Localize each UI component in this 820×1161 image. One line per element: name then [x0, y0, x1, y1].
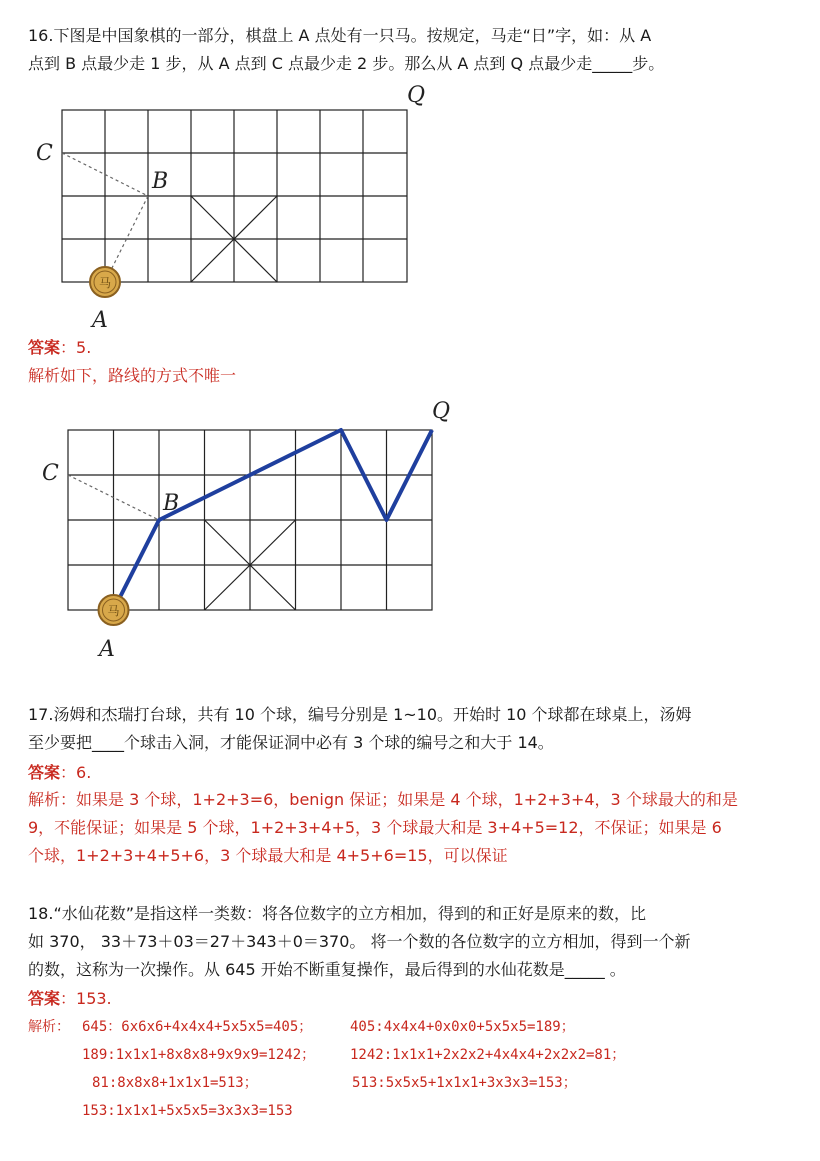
label-q-2: Q [432, 399, 451, 424]
q17-text-line1: 17.汤姆和杰瑞打台球，共有 10 个球，编号分别是 1~10。开始时 10 个球都在球桌上，汤姆 [28, 705, 692, 724]
q17-explanation-3: 个球，1+2+3+4+5+6，3 个球最大和是 4+5+6=15，可以保证 [28, 846, 508, 865]
board-diagram-1 [0, 80, 440, 340]
board-grid [62, 110, 407, 282]
q16-text-line2: 点到 B 点最少走 1 步，从 A 点到 C 点最少走 2 步。那么从 A 点到 Q 点最少走_____步。 [28, 54, 665, 73]
label-b-2: B [163, 491, 180, 516]
q18-step-2: 405:4x4x4+0x0x0+5x5x5=189； [350, 1019, 575, 1035]
q18-step-4: 1242:1x1x1+2x2x2+4x4x4+2x2x2=81； [350, 1047, 626, 1063]
horse-piece-2 [99, 595, 129, 625]
q18-step-3: 189:1x1x1+8x8x8+9x9x9=1242； [82, 1047, 316, 1063]
q18-answer: 答案：153. [28, 989, 112, 1008]
label-c-2: C [42, 461, 59, 486]
q18-step-7: 153:1x1x1+5x5x5=3x3x3=153 [82, 1103, 293, 1119]
horse-piece [90, 267, 120, 297]
q18-text-line3: 的数，这称为一次操作。从 645 开始不断重复操作，最后得到的水仙花数是_____ 。 [28, 960, 626, 979]
label-a: A [92, 308, 108, 333]
q17-answer: 答案：6. [28, 763, 92, 782]
q18-step-1: 645：6x6x6+4x4x4+5x5x5=405； [82, 1019, 313, 1035]
label-c: C [36, 141, 53, 166]
q17-explanation-2: 9，不能保证；如果是 5 个球，1+2+3+4+5，3 个球最大和是 3+4+5=12，不保证；如果是 6 [28, 818, 722, 837]
q16-text-line1: 16.下图是中国象棋的一部分，棋盘上 A 点处有一只马。按规定，马走“日”字，如：从 A [28, 26, 652, 45]
q17-text-line2: 至少要把____个球击入洞，才能保证洞中必有 3 个球的编号之和大于 14。 [28, 733, 554, 752]
board-diagram-2 [0, 398, 470, 668]
q18-explanation-label: 解析： [28, 1019, 70, 1035]
q18-step-5: 81:8x8x8+1x1x1=513； [92, 1075, 258, 1091]
q18-step-6: 513:5x5x5+1x1x1+3x3x3=153； [352, 1075, 577, 1091]
label-a-2: A [99, 637, 115, 662]
q18-text-line2: 如 370， 33＋73＋03＝27＋343＋0＝370。 将一个数的各位数字的立方相加，得到一个新 [28, 932, 691, 951]
svg-text:马: 马 [107, 604, 120, 618]
label-q: Q [407, 83, 426, 108]
q17-explanation-1: 解析：如果是 3 个球，1+2+3=6，benign 保证；如果是 4 个球，1+2+3+4，3 个球最大的和是 [28, 790, 738, 809]
label-b: B [152, 169, 169, 194]
q16-answer: 答案：5. [28, 338, 92, 357]
svg-text:马: 马 [98, 276, 112, 290]
board-grid-2 [68, 430, 432, 610]
q18-text-line1: 18.“水仙花数”是指这样一类数：将各位数字的立方相加，得到的和正好是原来的数，比 [28, 904, 647, 923]
q16-explanation: 解析如下，路线的方式不唯一 [28, 366, 237, 385]
